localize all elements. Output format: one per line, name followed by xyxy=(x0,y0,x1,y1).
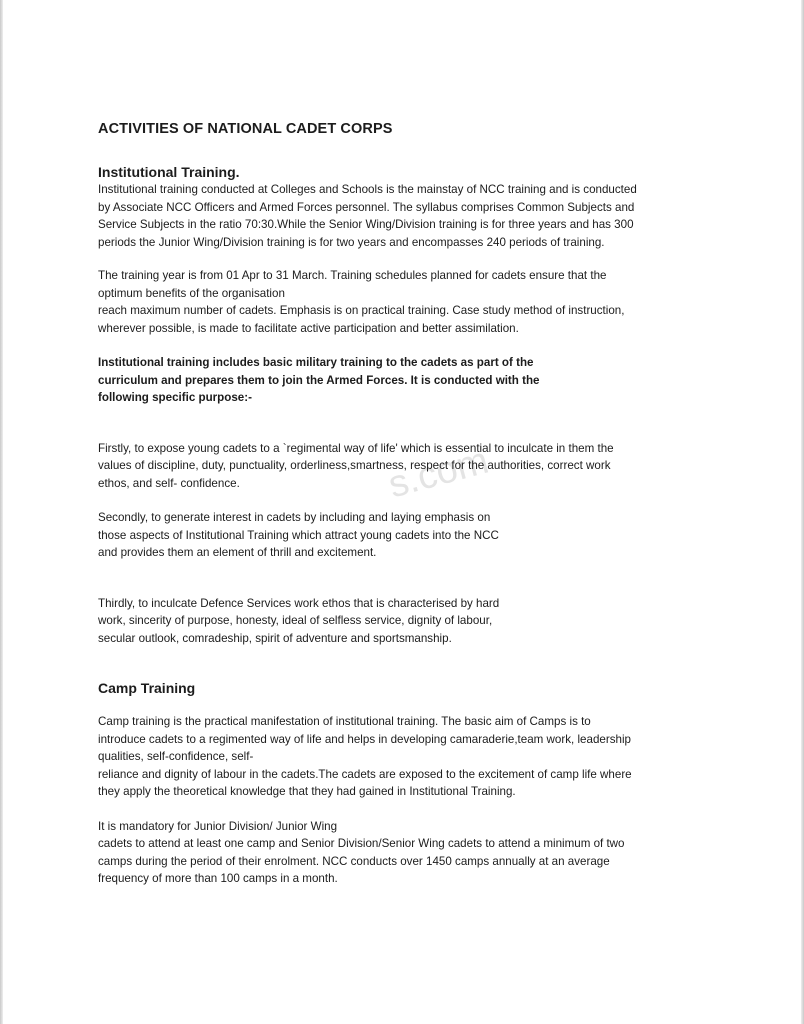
page-left-edge xyxy=(0,0,3,1024)
institutional-paragraph-2: The training year is from 01 Apr to 31 March. Training schedules planned for cadets ensure that the optimum benefits of the organisation reach maximum number of cadets. Emphasis is on practical training. Case study method of instruction, wherever possible, is made to facilitate active participation and better assimilation. xyxy=(98,269,625,335)
institutional-paragraph-1: Institutional training conducted at Colleges and Schools is the mainstay of NCC training and is conducted by Associate NCC Officers and Armed Forces personnel. The syllabus comprises Common Subjects and Service Subjects in the ratio 70:30.While the Senior Wing/Division training is for three years and has 300 periods the Junior Wing/Division training is for two years and encompasses 240 periods of training. xyxy=(98,183,637,249)
purpose-firstly: Firstly, to expose young cadets to a `regimental way of life' which is essential to inculcate in them the values of discipline, duty, punctuality, orderliness,smartness, respect for the authorities, correct work ethos, and self- confidence. xyxy=(98,441,614,490)
institutional-purpose-intro: Institutional training includes basic military training to the cadets as part of the curriculum and prepares them to join the Armed Forces. It is conducted with the following specific purpose:- xyxy=(98,356,540,404)
section-heading-institutional: Institutional Training. xyxy=(98,164,240,180)
section-heading-camp: Camp Training xyxy=(98,680,196,696)
camp-paragraph-2: It is mandatory for Junior Division/ Junior Wing cadets to attend at least one camp and Senior Division/Senior Wing cadets to attend a minimum of two camps during the period of their enrolment. NCC conducts over 1450 camps annually at an average frequency of more than 100 camps in a month. xyxy=(98,819,625,885)
purpose-thirdly: Thirdly, to inculcate Defence Services work ethos that is characterised by hard work, sincerity of purpose, honesty, ideal of selfless service, dignity of labour, secular outlook, comradeship, spirit of adventure and sportsmanship. xyxy=(98,596,500,645)
watermark: s.com xyxy=(384,439,493,507)
camp-paragraph-1: Camp training is the practical manifestation of institutional training. The basic aim of Camps is to introduce cadets to a regimented way of life and helps in developing camaraderie,team work, leadership qualities, self-confidence, self- reliance and dignity of labour in the cadets.The cadets are exposed to the excitement of camp life where they apply the theoretical knowledge that they had gained in Institutional Training. xyxy=(98,715,632,798)
document-title: ACTIVITIES OF NATIONAL CADET CORPS xyxy=(98,121,393,137)
purpose-secondly: Secondly, to generate interest in cadets by including and laying emphasis on those aspects of Institutional Training which attract young cadets into the NCC and provides them an element of thrill and excitement. xyxy=(98,511,499,559)
document-page xyxy=(98,120,710,888)
